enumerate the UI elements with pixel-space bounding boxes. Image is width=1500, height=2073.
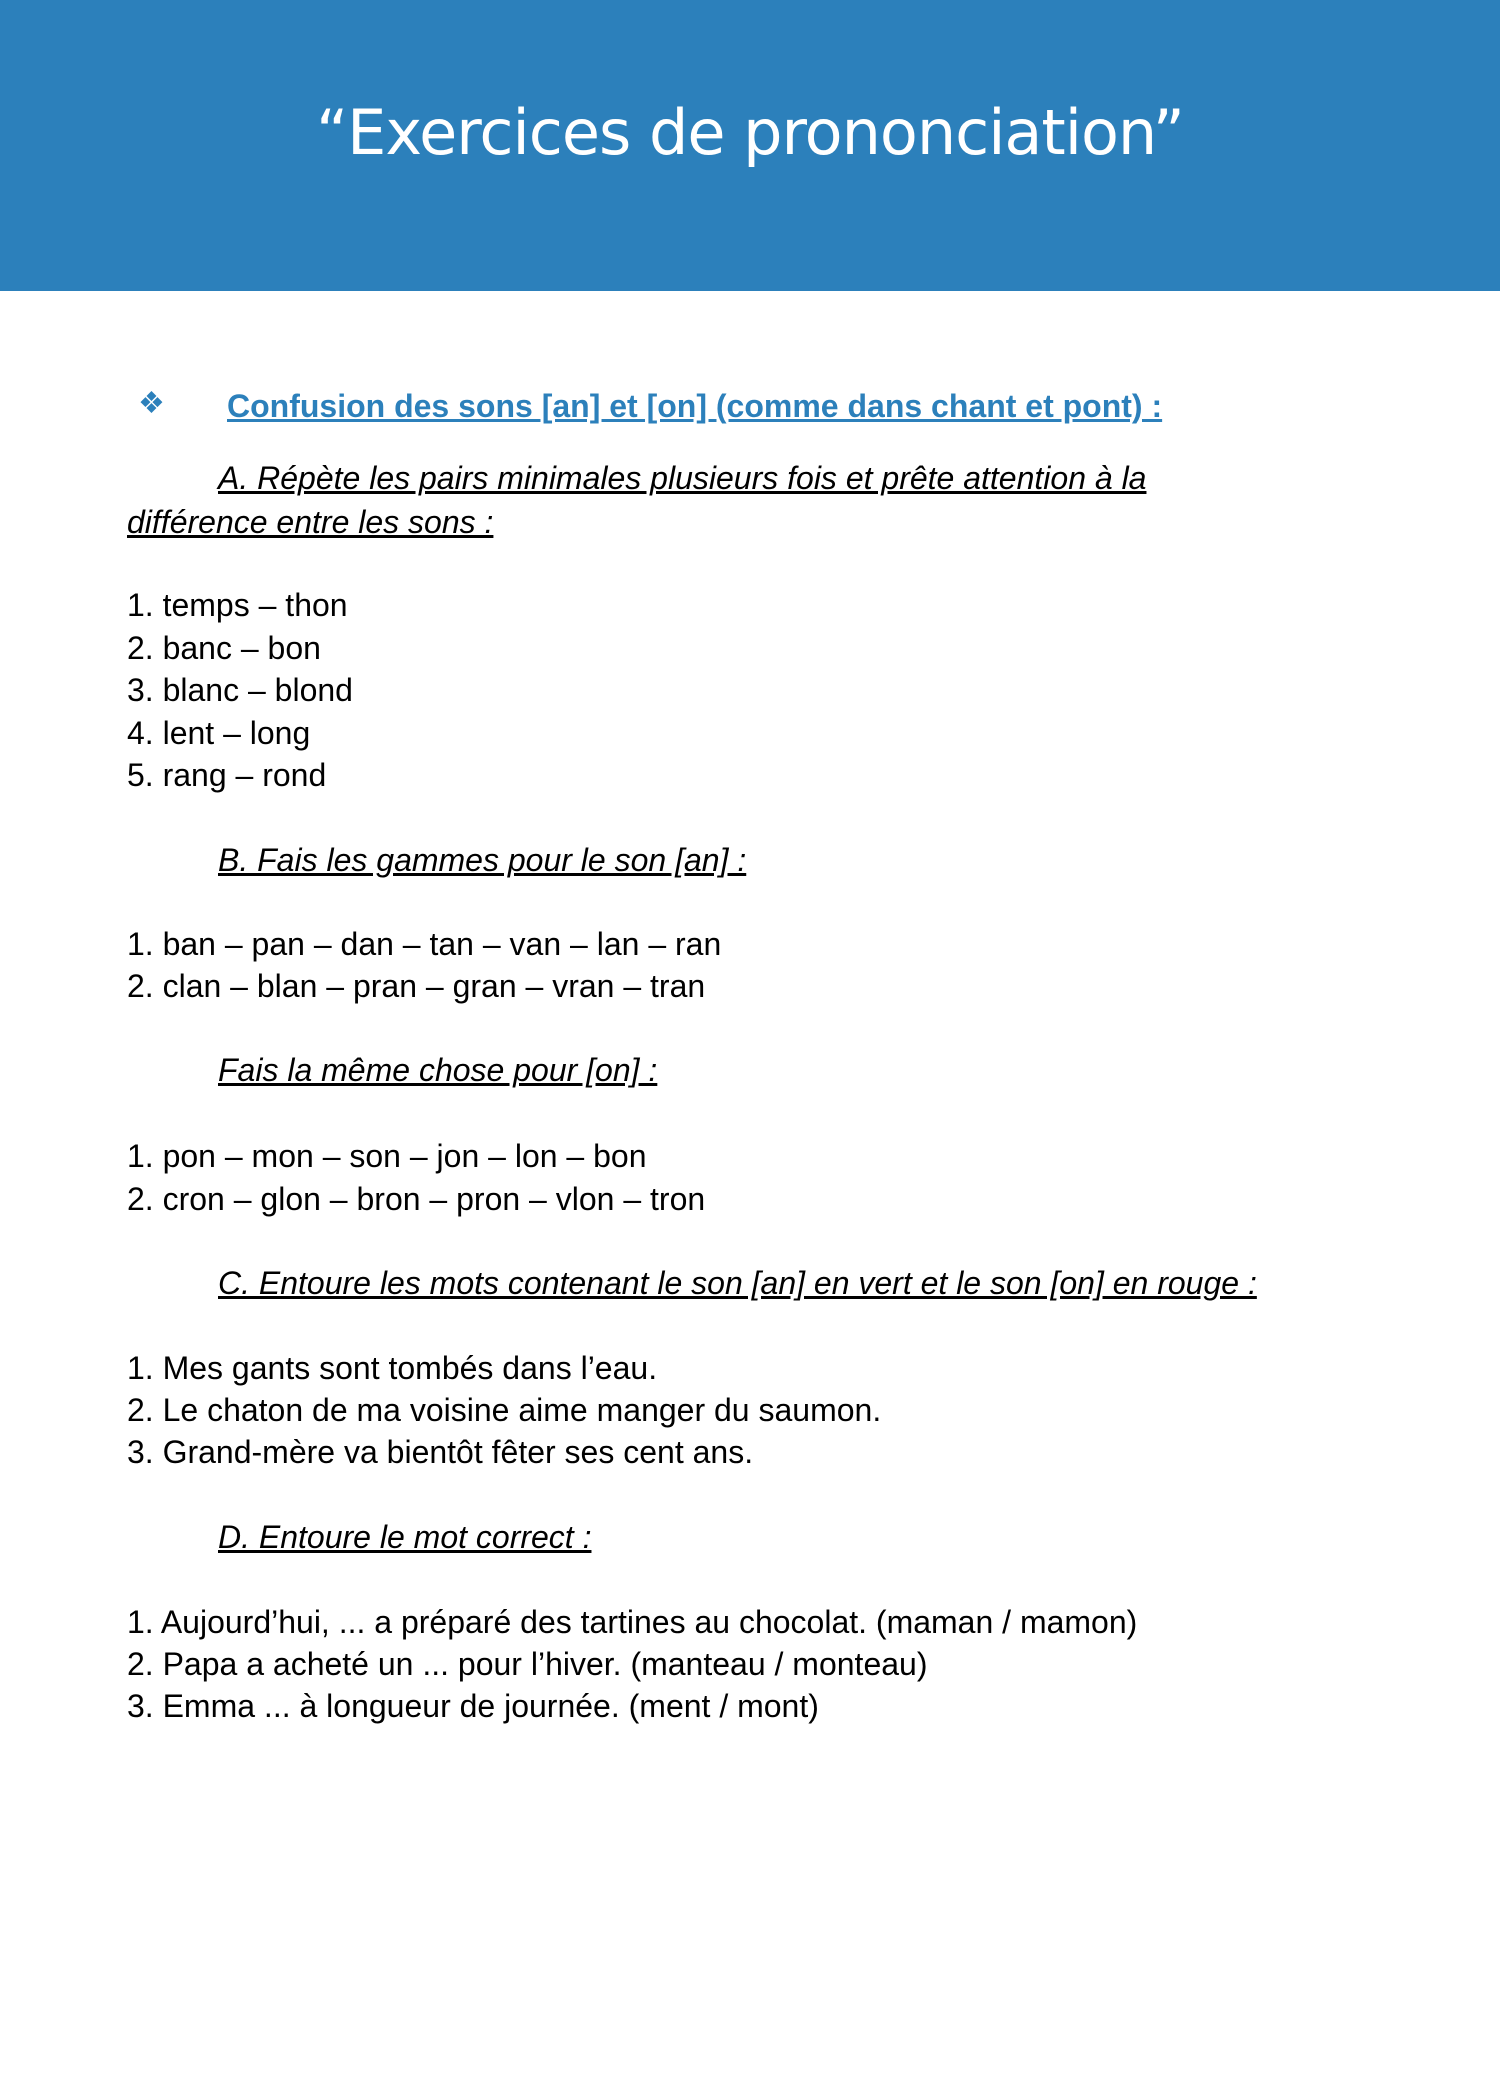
list-item: 2. cron – glon – bron – pron – vlon – tron (127, 1181, 706, 1217)
exercise-a-heading-cont: différence entre les sons : (127, 504, 494, 540)
list-item: 1. Aujourd’hui, ... a préparé des tartines au chocolat. (maman / mamon) (127, 1604, 1138, 1640)
list-item: 2. banc – bon (127, 630, 321, 666)
exercise-b-heading-2: Fais la même chose pour [on] : (218, 1052, 658, 1088)
list-item: 5. rang – rond (127, 757, 327, 793)
header-banner (0, 0, 1500, 291)
list-item: 3. blanc – blond (127, 672, 353, 708)
list-item: 2. Le chaton de ma voisine aime manger du saumon. (127, 1392, 882, 1428)
list-item: 4. lent – long (127, 715, 311, 751)
exercise-c-heading: C. Entoure les mots contenant le son [an] en vert et le son [on] en rouge : (218, 1265, 1257, 1301)
diamond-bullet-icon: ❖ (138, 387, 165, 420)
list-item: 1. pon – mon – son – jon – lon – bon (127, 1138, 647, 1174)
list-item: 2. clan – blan – pran – gran – vran – tran (127, 968, 706, 1004)
exercise-b-heading: B. Fais les gammes pour le son [an] : (218, 842, 747, 878)
list-item: 2. Papa a acheté un ... pour l’hiver. (manteau / monteau) (127, 1646, 928, 1682)
exercise-d-heading: D. Entoure le mot correct : (218, 1519, 592, 1555)
exercise-a-heading: A. Répète les pairs minimales plusieurs fois et prête attention à la (218, 460, 1147, 496)
page-title: “Exercices de prononciation” (316, 96, 1184, 169)
list-item: 3. Emma ... à longueur de journée. (ment / mont) (127, 1688, 819, 1724)
list-item: 1. temps – thon (127, 587, 348, 623)
list-item: 1. Mes gants sont tombés dans l’eau. (127, 1350, 658, 1386)
list-item: 3. Grand-mère va bientôt fêter ses cent ans. (127, 1434, 754, 1470)
section-title: Confusion des sons [an] et [on] (comme dans chant et pont) : (227, 388, 1163, 424)
list-item: 1. ban – pan – dan – tan – van – lan – ran (127, 926, 722, 962)
